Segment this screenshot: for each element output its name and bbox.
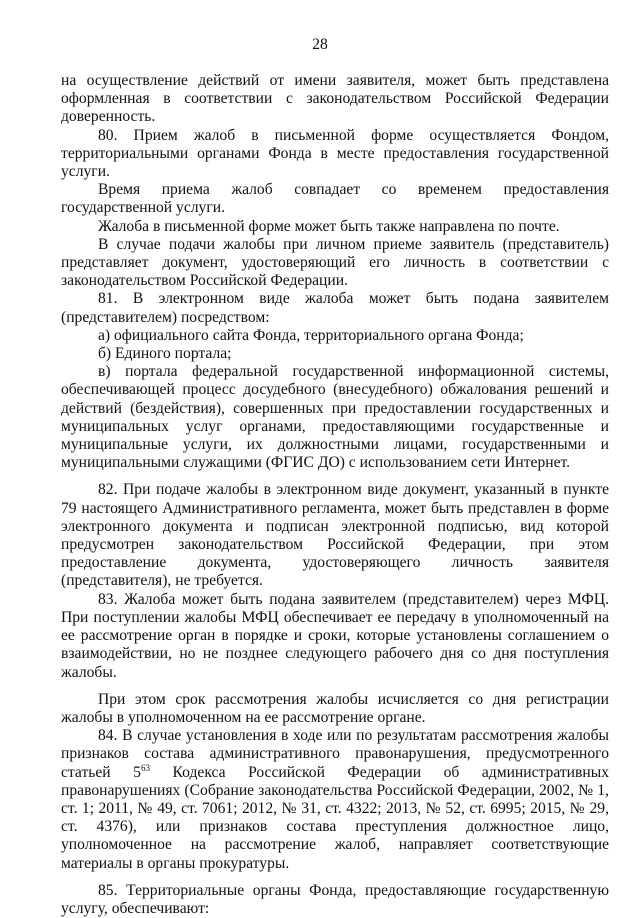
list-item-a: а) официального сайта Фонда, территориального органа Фонда; <box>98 326 524 344</box>
paragraph-personal-reception: В случае подачи жалобы при личном приеме заявитель (представитель) представляет документ, удостоверяющий его личность в соответствии с законодательством Российской Федерации. <box>61 235 609 290</box>
list-item-v: в) портала федеральной государственной информационной системы, обеспечивающей процесс досудебного (внесудебного) обжалования решений и действий (бездействия), совершенных при предоставлении государственных и муниципальных услуг органами, предоставляющими государственные и муниципальные услуги, их должностными лицами, государственными и муниципальными служащими (ФГИС ДО) с использованием сети Интернет. <box>61 363 609 472</box>
document-body <box>61 72 609 918</box>
paragraph-84-part-2: Кодекса Российской Федерации об административных правонарушениях (Собрание законодательства Российской Федерации, 2002, № 1, ст. 1; 2011, № 49, ст. 7061; 2012, № 31, ст. 4322; 2013, № 52, ст. 6995; 2015, № 29, ст. 4376), или признаков состава преступления должностное лицо, уполномоченное на рассмотрение жалоб, направляет соответствующие материалы в органы прокуратуры. <box>61 763 609 872</box>
paragraph-mail: Жалоба в письменной форме может быть также направлена по почте. <box>98 217 560 235</box>
paragraph-84 <box>61 727 609 873</box>
paragraph-continuation: на осуществление действий от имени заявителя, может быть представлена оформленная в соответствии с законодательством Российской Федерации доверенность. <box>61 72 609 126</box>
paragraph-reception-time: Время приема жалоб совпадает со временем предоставления государственной услуги. <box>61 181 609 217</box>
page-number: 28 <box>312 36 328 53</box>
paragraph-review-period: При этом срок рассмотрения жалобы исчисляется со дня регистрации жалобы в уполномоченном на ее рассмотрение органе. <box>61 690 609 726</box>
paragraph-83: 83. Жалоба может быть подана заявителем (представителем) через МФЦ. При поступлении жалобы МФЦ обеспечивает ее передачу в уполномоченный на ее рассмотрение орган в порядке и сроки, которые установлены соглашением о взаимодействии, но не позднее следующего рабочего дня со дня поступления жалобы. <box>61 590 609 681</box>
list-item-b: б) Единого портала; <box>98 345 232 363</box>
paragraph-85: 85. Территориальные органы Фонда, предоставляющие государственную услугу, обеспечивают: <box>61 881 609 917</box>
paragraph-82: 82. При подаче жалобы в электронном виде документ, указанный в пункте 79 настоящего Административного регламента, может быть представлен в форме электронного документа и подписан электронной подписью, вид которой предусмотрен законодательством Российской Федерации, при этом предоставление документа, удостоверяющего личность заявителя (представителя), не требуется. <box>61 481 609 590</box>
paragraph-81: 81. В электронном виде жалоба может быть подана заявителем (представителем) посредством: <box>61 290 609 326</box>
paragraph-80: 80. Прием жалоб в письменной форме осуществляется Фондом, территориальными органами Фонда в месте предоставления государственной услуги. <box>61 126 609 181</box>
article-superscript: 63 <box>140 762 150 773</box>
paragraph-84-part-1: 84. В случае установления в ходе или по результатам рассмотрения жалобы признаков состава административного правонарушения, предусмотренного статьей 5 <box>61 727 609 781</box>
